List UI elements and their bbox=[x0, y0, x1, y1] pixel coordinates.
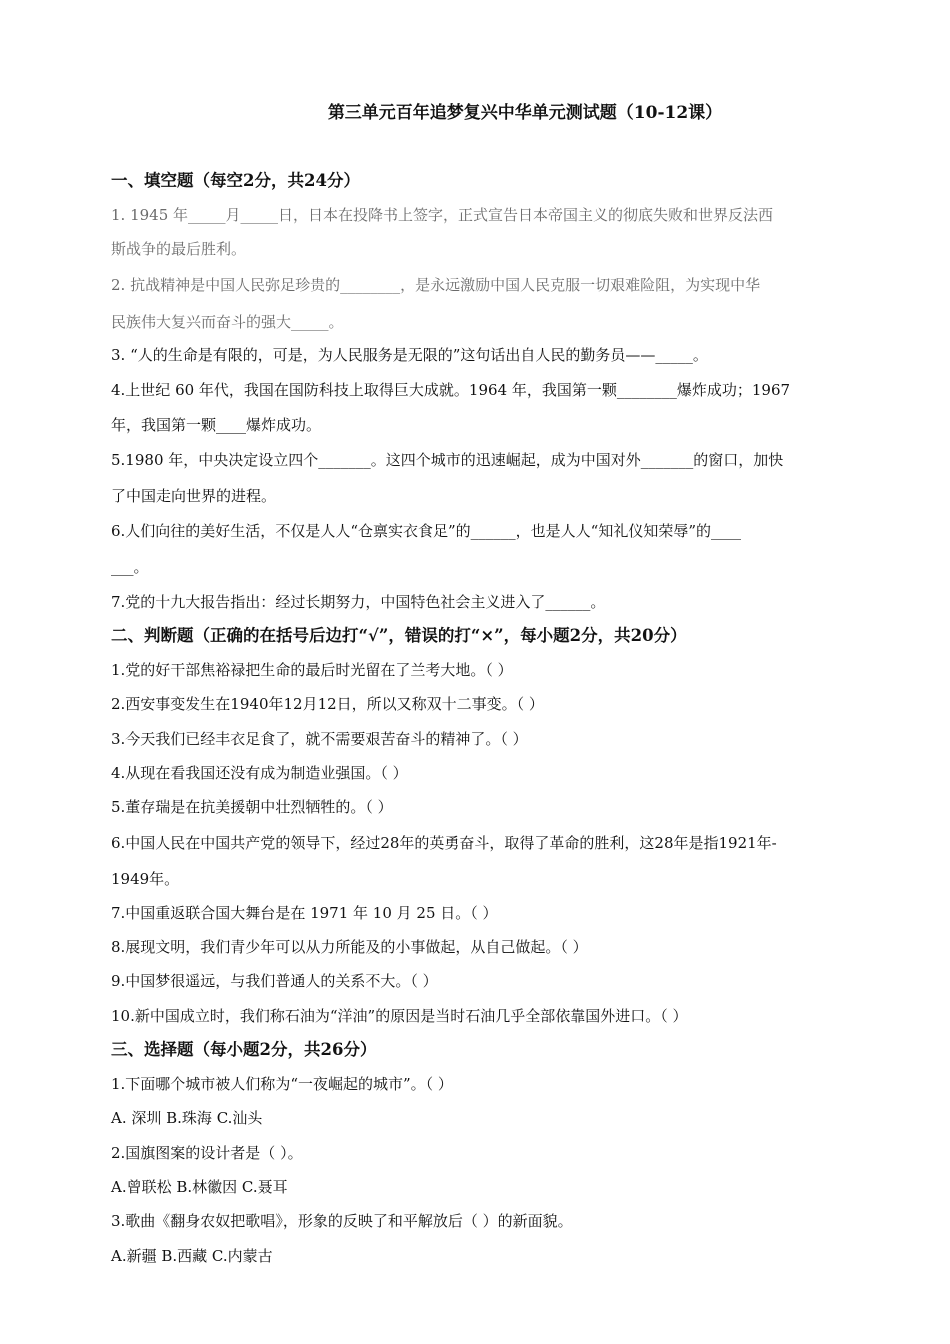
question-line: 2. 抗战精神是中国人民弥足珍贵的________，是永远激励中国人民克服一切艰难险阻，为实现中华 bbox=[111, 276, 761, 294]
question-line: 5.董存瑞是在抗美援朝中壮烈牺牲的。（ ） bbox=[111, 798, 393, 816]
question-line: 5.1980 年，中央决定设立四个_______。这四个城市的迅速崛起，成为中国对外_______的窗口，加快 bbox=[111, 451, 784, 469]
question-line: ___。 bbox=[111, 558, 149, 576]
question-line: 3.歌曲《翻身农奴把歌唱》，形象的反映了和平解放后（ ）的新面貌。 bbox=[111, 1212, 573, 1230]
question-line: 1949年。 bbox=[111, 870, 180, 888]
question-line: 斯战争的最后胜利。 bbox=[111, 240, 247, 258]
question-line: 4.上世纪 60 年代，我国在国防科技上取得巨大成就。1964 年，我国第一颗________爆炸成功；1967 bbox=[111, 381, 791, 399]
question-line: 1. 1945 年_____月_____日，日本在投降书上签字，正式宣告日本帝国主义的彻底失败和世界反法西 bbox=[111, 206, 774, 224]
section-heading-multiple-choice: 三、选择题（每小题2分，共26分） bbox=[111, 1040, 377, 1059]
question-line: 6.人们向往的美好生活，不仅是人人“仓禀实衣食足”的______，也是人人“知礼仪知荣辱”的____ bbox=[111, 522, 741, 540]
question-line: 2.国旗图案的设计者是（ ）。 bbox=[111, 1144, 303, 1162]
question-line: 年，我国第一颗____爆炸成功。 bbox=[111, 416, 322, 434]
question-line: 6.中国人民在中国共产党的领导下，经过28年的英勇奋斗，取得了革命的胜利，这28年是指1921年- bbox=[111, 834, 777, 852]
answer-options: A. 深圳 B.珠海 C.汕头 bbox=[111, 1109, 263, 1127]
question-line: 了中国走向世界的进程。 bbox=[111, 487, 277, 505]
question-line: 4.从现在看我国还没有成为制造业强国。（ ） bbox=[111, 764, 408, 782]
question-line: 7.中国重返联合国大舞台是在 1971 年 10 月 25 日。（ ） bbox=[111, 904, 498, 922]
question-line: 3. “人的生命是有限的，可是，为人民服务是无限的”这句话出自人民的勤务员——_____。 bbox=[111, 346, 708, 364]
question-line: 8.展现文明，我们青少年可以从力所能及的小事做起，从自己做起。（ ） bbox=[111, 938, 588, 956]
question-line: 3.今天我们已经丰衣足食了，就不需要艰苦奋斗的精神了。（ ） bbox=[111, 730, 528, 748]
answer-options: A.曾联松 B.林徽因 C.聂耳 bbox=[111, 1178, 288, 1196]
question-line: 2.西安事变发生在1940年12月12日，所以又称双十二事变。（ ） bbox=[111, 695, 544, 713]
section-heading-fill-blank: 一、填空题（每空2分，共24分） bbox=[111, 171, 360, 190]
page-title: 第三单元百年追梦复兴中华单元测试题（10-12课） bbox=[327, 103, 723, 123]
question-line: 10.新中国成立时，我们称石油为“洋油”的原因是当时石油几乎全部依靠国外进口。（ ） bbox=[111, 1007, 688, 1025]
question-line: 7.党的十九大报告指出：经过长期努力，中国特色社会主义进入了______。 bbox=[111, 593, 606, 611]
question-line: 1.党的好干部焦裕禄把生命的最后时光留在了兰考大地。（ ） bbox=[111, 661, 513, 679]
question-line: 民族伟大复兴而奋斗的强大_____。 bbox=[111, 313, 344, 331]
question-line: 9.中国梦很遥远，与我们普通人的关系不大。（ ） bbox=[111, 972, 438, 990]
answer-options: A.新疆 B.西藏 C.内蒙古 bbox=[111, 1247, 273, 1265]
section-heading-true-false: 二、判断题（正确的在括号后边打“√”，错误的打“×”，每小题2分，共20分） bbox=[111, 626, 687, 645]
question-line: 1.下面哪个城市被人们称为“一夜崛起的城市”。（ ） bbox=[111, 1075, 453, 1093]
